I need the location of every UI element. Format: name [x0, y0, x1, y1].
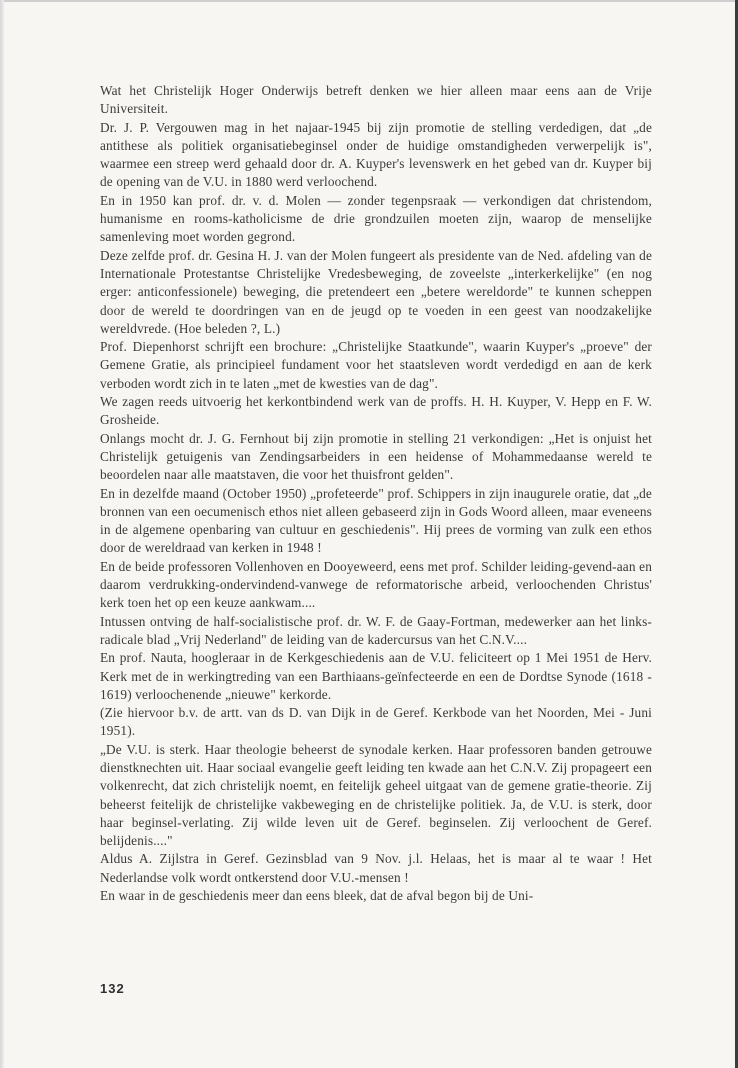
scan-left-edge [0, 0, 4, 1068]
paragraph-molen-1950: En in 1950 kan prof. dr. v. d. Molen — zonder tegenpsraak — verkondigen dat christendom, humanisme en rooms-katholicisme de drie grondzuilen moeten zijn, waarop de menselijke samenleving moet worden gegrond. [100, 192, 652, 245]
body-text [100, 82, 652, 905]
paragraph-diepenhorst: Prof. Diepenhorst schrijft een brochure: „Christelijke Staatkunde", waarin Kuyper's „proeve" der Gemene Gratie, als principieel fundament voor het staatsleven wordt verdedigd en aan de kerk verboden wordt zich in te laten „met de kwesties van de dag". [100, 339, 652, 391]
paragraph-vollenhoven-dooyeweerd: En de beide professoren Vollenhoven en Dooyeweerd, eens met prof. Schilder leiding-gevend-aan en daarom verdrukking-ondervindend-vanwege de reformatorische arbeid, verloochenden Christus' kerk toen het op een keuze aankwam.... [100, 558, 652, 611]
paragraph-zijlstra: Aldus A. Zijlstra in Geref. Gezinsblad van 9 Nov. j.l. Helaas, het is maar al te waar ! Het Nederlandse volk wordt ontkerstend door V.U.-mensen ! [100, 851, 652, 885]
paragraph-vergouwen: Dr. J. P. Vergouwen mag in het najaar-1945 bij zijn promotie de stelling verdedigen, dat „de antithese als politiek organisatiebeginsel onder de huidige omstandigheden verwerpelijk is", waarmee een streep werd gehaald door dr. A. Kuyper's levenswerk en het gebed van dr. Kuyper bij de opening van de V.U. in 1880 werd verloochend. [100, 119, 652, 190]
paragraph-van-dijk-reference: (Zie hiervoor b.v. de artt. van ds D. van Dijk in de Geref. Kerkbode van het Noorden, Mei - Juni 1951). [100, 705, 652, 739]
paragraph-fernhout: Onlangs mocht dr. J. G. Fernhout bij zijn promotie in stelling 21 verkondigen: „Het is onjuist het Christelijk getuigenis van Zendingsarbeiders in een heidense of Mohammedaanse wereld te beoordelen naar alle maatstaven, die voor het thuisfront gelden". [100, 430, 652, 483]
paragraph-nauta: En prof. Nauta, hoogleraar in de Kerkgeschiedenis aan de V.U. feliciteert op 1 Mei 1951 de Herv. Kerk met de in werkingtreding van een Barthiaans-geïnfecteerde en een de Dordtse Synode (1618 - 1619) verloochenende „nieuwe" kerkorde. [100, 650, 652, 702]
paragraph-vrije-universiteit: Wat het Christelijk Hoger Onderwijs betreft denken we hier alleen maar eens aan de Vrije Universiteit. [100, 83, 652, 117]
paragraph-schippers: En in dezelfde maand (October 1950) „profeteerde" prof. Schippers in zijn inaugurele oratie, dat „de bronnen van een oecumenisch ethos niet alleen gebaseerd zijn in Gods Woord alleen, maar eveneens in de algemene openbaring van cultuur en geschiedenis". Hij prees de vorming van zulk een ethos door de wereldraad van kerken in 1948 ! [100, 485, 652, 556]
paragraph-vu-quote: „De V.U. is sterk. Haar theologie beheerst de synodale kerken. Haar professoren banden getrouwe dienstknechten uit. Haar sociaal evangelie geeft leiding ten kwade aan het C.N.V. Zij propageert een volkenrecht, dat zich christelijk noemt, en feitelijk geheel uitgaat van de gemene gratie-theorie. Zij beheerst feitelijk de christelijke vakbeweging en de christelijke politiek. Ja, de V.U. is sterk, door haar beginsel-verlating. Zij wilde leven uit de Geref. beginselen. Zij verloochent de Geref. belijdenis...." [100, 741, 652, 849]
page-number: 132 [100, 981, 125, 996]
paragraph-gaay-fortman: Intussen ontving de half-socialistische prof. dr. W. F. de Gaay-Fortman, medewerker aan het links-radicale blad „Vrij Nederland" de leiding van de kadercursus van het C.N.V.... [100, 613, 652, 647]
paragraph-afval-universiteit: En waar in de geschiedenis meer dan eens bleek, dat de afval begon bij de Uni- [100, 888, 534, 904]
paragraph-gesina-van-der-molen: Deze zelfde prof. dr. Gesina H. J. van der Molen fungeert als presidente van de Ned. afdeling van de Internationale Protestantse Christelijke Vredesbeweging, de zoveelste „interkerkelijke" (en nog erger: anticonfessionele) beweging, die pretendeert een „betere wereldorde" te kunnen scheppen door de wereld te doordringen van en de jeugd op te voeden in een geest van noodzakelijke wereldvrede. (Hoe beleden ?, L.) [100, 247, 652, 336]
scan-top-edge [0, 0, 738, 2]
paragraph-kerkontbindend-werk: We zagen reeds uitvoerig het kerkontbindend werk van de proffs. H. H. Kuyper, V. Hepp en F. W. Grosheide. [100, 394, 652, 428]
